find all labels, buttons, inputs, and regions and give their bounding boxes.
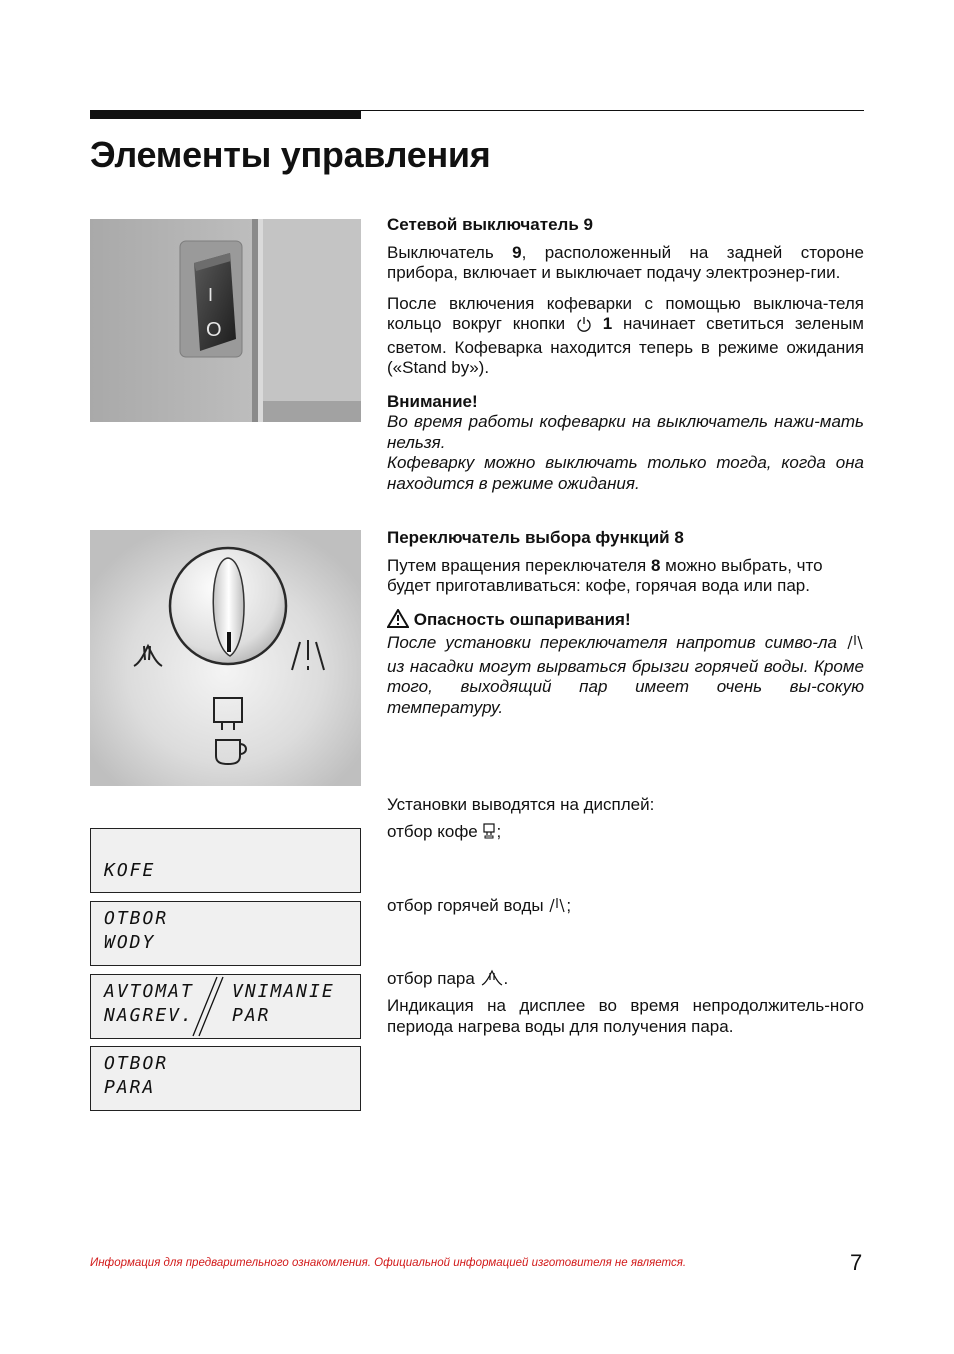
danger-text: После установки переключателя напротив симво-ла из насадки могут вырваться брызги горячей воды. Кроме того, выходящий пар имеет очень вы-сокую температуру. xyxy=(387,633,864,717)
attention-text-1: Во время работы кофеварки на выключатель нажи-мать нельзя. xyxy=(387,412,864,452)
lcd-heat-right-line-2: PAR xyxy=(232,1005,271,1026)
function-selector-heading: Переключатель выбора функций 8 xyxy=(387,528,684,547)
mains-switch-paragraph-2: После включения кофеварки с помощью выключа-теля кольцо вокруг кнопки 1 начинает светиться зеленым светом. Кофеварка находится теперь в режиме ожидания («Stand by»). xyxy=(387,293,864,377)
lcd-coffee-display xyxy=(90,828,361,893)
lcd-alternating-divider xyxy=(187,975,227,1038)
lcd-water-line-1: OTBOR xyxy=(104,908,169,929)
switch-off-symbol: O xyxy=(206,319,222,341)
lcd-steam-line-2: PARA xyxy=(104,1077,156,1098)
coffee-dispense-text: отбор кофе ; xyxy=(387,822,501,846)
lcd-heating-display xyxy=(90,974,361,1039)
mains-switch-section xyxy=(387,215,864,494)
lcd-water-line-2: WODY xyxy=(104,932,156,953)
function-selector-section xyxy=(387,528,864,718)
steam-heating-note: Индикация на дисплее во время непродолжитель-ного периода нагрева воды для получения пара. xyxy=(387,996,864,1036)
switch-on-symbol: I xyxy=(208,285,214,305)
lcd-hot-water-display xyxy=(90,901,361,966)
coffee-inline-icon xyxy=(482,822,496,846)
power-button-icon xyxy=(576,316,592,338)
mains-switch-paragraph-1: Выключатель 9, расположенный на задней стороне прибора, включает и выключает подачу электроэнер-гии. xyxy=(387,242,865,282)
lcd-steam-display xyxy=(90,1046,361,1111)
lcd-coffee-text: KOFE xyxy=(104,860,156,881)
danger-heading: Опасность ошпаривания! xyxy=(387,609,864,634)
attention-text-2: Кофеварку можно выключать только тогда, когда она находится в режиме ожидания. xyxy=(387,453,864,493)
steam-dispense-text: отбор пара . xyxy=(387,969,508,993)
page-title: Элементы управления xyxy=(90,134,491,175)
steam-text-icon xyxy=(480,969,504,993)
page-number: 7 xyxy=(850,1250,863,1275)
lcd-heat-left-line-1: AVTOMAT xyxy=(104,981,194,1002)
mains-switch-heading: Сетевой выключатель 9 xyxy=(387,215,593,234)
attention-heading: Внимание! xyxy=(387,391,478,411)
display-intro: Установки выводятся на дисплей: xyxy=(387,795,655,814)
mains-switch-photo xyxy=(90,219,361,422)
lcd-steam-line-1: OTBOR xyxy=(104,1053,169,1074)
function-selector-paragraph: Путем вращения переключателя 8 можно выбрать, что будет приготавливаться: кофе, горячая вода или пар. xyxy=(387,555,823,595)
hot-water-inline-icon xyxy=(846,634,864,657)
header-rule-thin xyxy=(361,110,864,111)
warning-triangle-icon xyxy=(387,609,409,634)
lcd-heat-left-line-2: NAGREV. xyxy=(104,1005,194,1026)
lcd-heat-right-line-1: VNIMANIE xyxy=(232,981,335,1002)
function-selector-photo xyxy=(90,530,361,786)
hot-water-text-icon xyxy=(548,897,566,920)
hot-water-dispense-text: отбор горячей воды ; xyxy=(387,896,571,920)
header-rule-thick xyxy=(90,110,361,119)
footer-disclaimer: Информация для предварительного ознакомления. Официальной информацией изготовителя не является. xyxy=(90,1257,687,1269)
